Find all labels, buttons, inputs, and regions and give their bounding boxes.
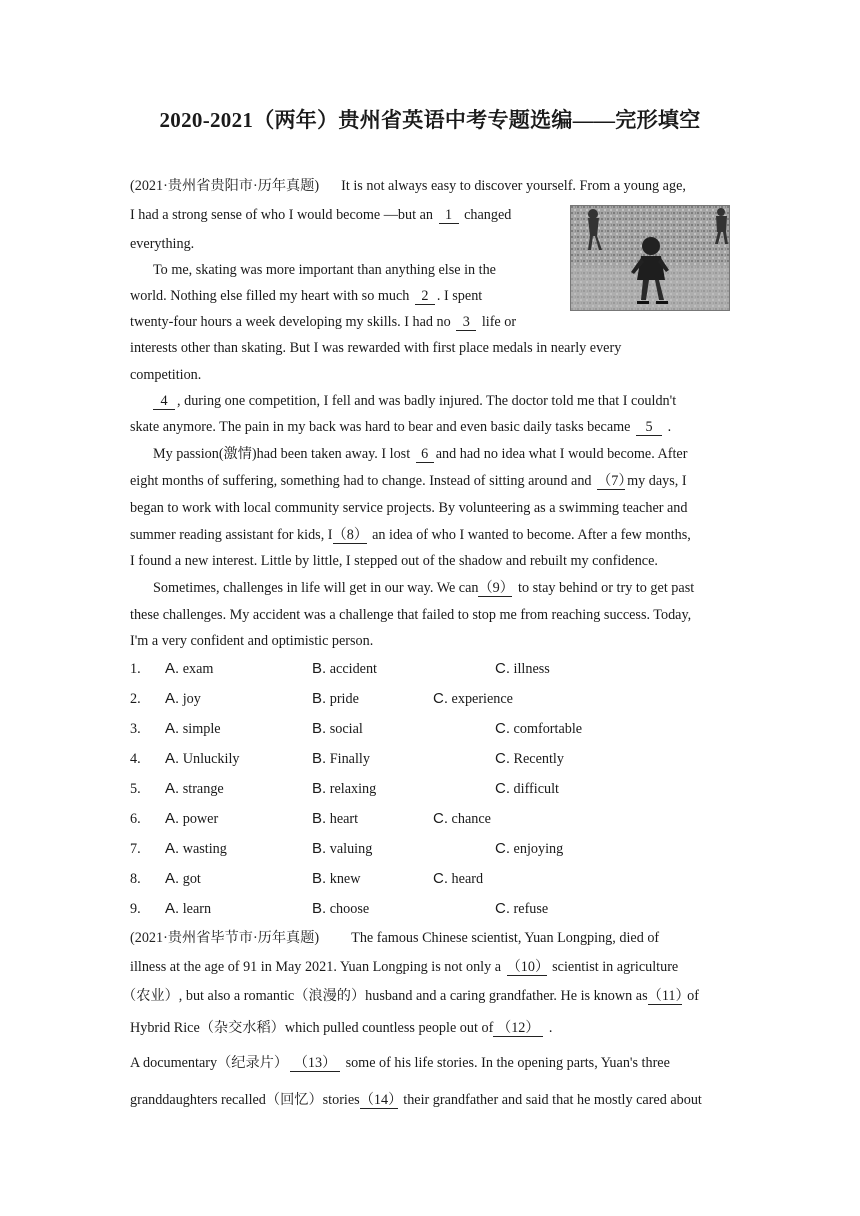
option-letter: A.	[165, 810, 180, 827]
option-text: relaxing	[326, 781, 377, 797]
option-b[interactable]	[312, 720, 363, 738]
option-letter: C.	[495, 900, 510, 917]
passage1-line-12: eight months of suffering, something had to change. Instead of sitting around and （7）my days, I	[130, 473, 687, 489]
option-letter: B.	[312, 870, 327, 887]
passage2-line-4: Hybrid Rice（杂交水稻）which pulled countless people out of （12） .	[130, 1020, 553, 1036]
option-letter: C.	[495, 660, 510, 677]
blank-1[interactable]: 1	[439, 208, 459, 224]
question-number: 9.	[130, 901, 141, 917]
option-c[interactable]	[495, 900, 548, 918]
option-letter: B.	[312, 900, 327, 917]
option-a[interactable]	[165, 690, 201, 708]
option-a[interactable]	[165, 900, 211, 918]
option-text: Unluckily	[179, 751, 240, 767]
question-number: 8.	[130, 871, 141, 887]
question-number: 6.	[130, 811, 141, 827]
option-letter: A.	[165, 720, 180, 737]
option-b[interactable]	[312, 810, 358, 828]
option-text: pride	[326, 691, 359, 707]
option-letter: C.	[495, 750, 510, 767]
option-text: experience	[448, 691, 513, 707]
option-text: illness	[510, 661, 550, 677]
question-number: 3.	[130, 721, 141, 737]
option-letter: C.	[433, 690, 448, 707]
option-text: difficult	[510, 781, 559, 797]
option-letter: B.	[312, 780, 327, 797]
question-number: 1.	[130, 661, 141, 677]
passage1-line-10: skate anymore. The pain in my back was hard to bear and even basic daily tasks became 5 .	[130, 419, 672, 435]
blank-9[interactable]: （9）	[478, 580, 514, 596]
option-text: got	[179, 871, 201, 887]
option-text: learn	[179, 901, 212, 917]
option-a[interactable]	[165, 810, 218, 828]
option-letter: A.	[165, 900, 180, 917]
page-title: 2020-2021（两年）贵州省英语中考专题选编——完形填空	[159, 108, 701, 132]
passage1-line-2: I had a strong sense of who I would become —but an 1 changed	[130, 207, 512, 223]
option-b[interactable]	[312, 750, 370, 768]
source-label: (2021·贵州省贵阳市·历年真题)	[130, 178, 320, 194]
option-c[interactable]	[495, 840, 563, 858]
option-b[interactable]	[312, 840, 372, 858]
option-text: Recently	[510, 751, 564, 767]
option-text: choose	[326, 901, 370, 917]
blank-10[interactable]: （10）	[506, 959, 550, 975]
option-text: exam	[179, 661, 214, 677]
blank-3[interactable]: 3	[456, 315, 476, 331]
option-letter: B.	[312, 810, 327, 827]
option-text: valuing	[326, 841, 373, 857]
option-c[interactable]	[433, 690, 513, 708]
question-number: 2.	[130, 691, 141, 707]
option-a[interactable]	[165, 840, 227, 858]
passage2-line-5: A documentary（纪录片） （13） some of his life stories. In the opening parts, Yuan's three	[130, 1055, 670, 1071]
passage1-line-15: I found a new interest. Little by little, I stepped out of the shadow and rebuilt my confidence.	[130, 553, 658, 569]
option-letter: A.	[165, 780, 180, 797]
blank-11[interactable]: （11）	[647, 988, 690, 1004]
option-text: enjoying	[510, 841, 564, 857]
passage2-line-1: (2021·贵州省毕节市·历年真题) The famous Chinese scientist, Yuan Longping, died of	[130, 930, 660, 946]
option-letter: B.	[312, 840, 327, 857]
passage1-line-17: these challenges. My accident was a challenge that failed to stop me from reaching success. Today,	[130, 607, 692, 623]
passage2-line-2: illness at the age of 91 in May 2021. Yuan Longping is not only a （10） scientist in agriculture	[130, 959, 679, 975]
blank-7[interactable]: （7）	[597, 473, 633, 489]
option-a[interactable]	[165, 870, 201, 888]
option-a[interactable]	[165, 660, 213, 678]
blank-6[interactable]: 6	[416, 447, 434, 463]
option-a[interactable]	[165, 780, 224, 798]
blank-4[interactable]: 4	[153, 394, 175, 410]
option-letter: A.	[165, 660, 180, 677]
option-text: simple	[179, 721, 221, 737]
question-number: 7.	[130, 841, 141, 857]
option-text: comfortable	[510, 721, 583, 737]
option-text: Finally	[326, 751, 370, 767]
passage1-line-4: To me, skating was more important than anything else in the	[153, 262, 496, 278]
option-letter: B.	[312, 720, 327, 737]
option-letter: A.	[165, 840, 180, 857]
option-c[interactable]	[433, 870, 483, 888]
option-c[interactable]	[433, 810, 491, 828]
option-letter: B.	[312, 690, 327, 707]
option-text: heard	[448, 871, 484, 887]
option-c[interactable]	[495, 720, 582, 738]
passage1-line-14: summer reading assistant for kids, I（8） an idea of who I wanted to become. After a few months,	[130, 527, 691, 543]
option-text: refuse	[510, 901, 549, 917]
option-letter: A.	[165, 870, 180, 887]
passage2-line-3: （农业）, but also a romantic（浪漫的）husband and a caring grandfather. He is known as（11） of	[122, 988, 699, 1004]
passage1-line-16: Sometimes, challenges in life will get in our way. We can（9） to stay behind or try to get past	[153, 580, 695, 596]
option-letter: C.	[495, 840, 510, 857]
blank-8[interactable]: （8）	[332, 527, 369, 543]
question-number: 5.	[130, 781, 141, 797]
passage1-line-5: world. Nothing else filled my heart with so much 2 . I spent	[130, 288, 483, 304]
option-c[interactable]	[495, 750, 564, 768]
passage1-line-6: twenty-four hours a week developing my skills. I had no 3 life or	[130, 314, 517, 330]
option-a[interactable]	[165, 720, 221, 738]
option-text: joy	[179, 691, 201, 707]
option-b[interactable]	[312, 660, 377, 678]
skater-photo	[570, 205, 730, 311]
option-text: wasting	[179, 841, 227, 857]
blank-14[interactable]: （14）	[359, 1092, 403, 1108]
passage1-line-3: everything.	[130, 236, 195, 252]
question-number: 4.	[130, 751, 141, 767]
blank-13[interactable]: （13）	[290, 1056, 340, 1072]
passage1-line-7: interests other than skating. But I was rewarded with first place medals in nearly every	[130, 340, 622, 356]
passage1-line-13: began to work with local community service projects. By volunteering as a swimming teacher and	[130, 500, 688, 516]
option-text: chance	[448, 811, 491, 827]
option-text: accident	[326, 661, 377, 677]
option-a[interactable]	[165, 750, 239, 768]
option-c[interactable]	[495, 780, 559, 798]
option-b[interactable]	[312, 870, 360, 888]
option-text: strange	[179, 781, 224, 797]
option-letter: C.	[495, 780, 510, 797]
passage1-line-8: competition.	[130, 367, 202, 383]
option-letter: B.	[312, 660, 327, 677]
blank-12[interactable]: （12）	[493, 1021, 543, 1037]
option-b[interactable]	[312, 690, 359, 708]
option-letter: C.	[433, 810, 448, 827]
option-text: heart	[326, 811, 359, 827]
option-b[interactable]	[312, 900, 369, 918]
option-letter: A.	[165, 690, 180, 707]
passage1-line-18: I'm a very confident and optimistic person.	[130, 633, 374, 649]
blank-5[interactable]: 5	[636, 420, 662, 436]
option-letter: B.	[312, 750, 327, 767]
passage1-line-1: (2021·贵州省贵阳市·历年真题) It is not always easy to discover yourself. From a young age,	[130, 178, 686, 194]
passage2-line-6: granddaughters recalled（回忆）stories（14） their grandfather and said that he mostly cared about	[130, 1092, 702, 1108]
option-text: social	[326, 721, 363, 737]
option-letter: C.	[433, 870, 448, 887]
passage1-line-9: 4 , during one competition, I fell and was badly injured. The doctor told me that I couldn't	[153, 392, 676, 410]
option-b[interactable]	[312, 780, 376, 798]
option-text: power	[179, 811, 219, 827]
option-letter: C.	[495, 720, 510, 737]
passage1-line-11: My passion(激情)had been taken away. I lost 6 and had no idea what I would become. After	[153, 446, 688, 462]
option-letter: A.	[165, 750, 180, 767]
option-c[interactable]	[495, 660, 550, 678]
option-text: knew	[326, 871, 361, 887]
blank-2[interactable]: 2	[415, 289, 435, 305]
source-label: (2021·贵州省毕节市·历年真题)	[130, 930, 320, 946]
